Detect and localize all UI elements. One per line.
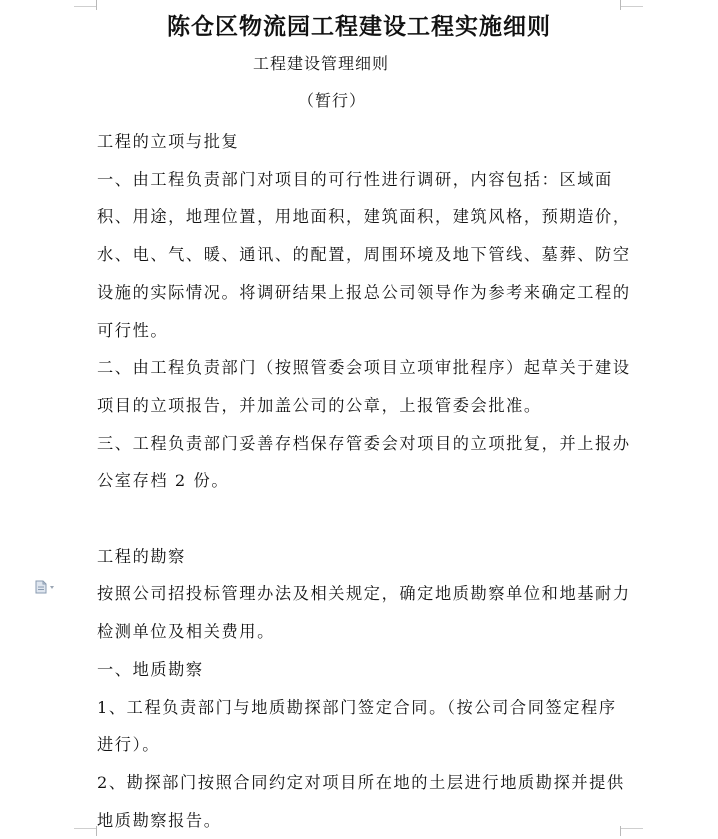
blank-line <box>97 500 631 538</box>
crop-line-bottom-left <box>74 828 96 829</box>
document-title: 陈仓区物流园工程建设工程实施细则 <box>167 13 551 40</box>
crop-line-top-right <box>621 6 643 7</box>
section-heading-approval: 工程的立项与批复 <box>97 132 240 151</box>
crop-line-top-left <box>74 6 96 7</box>
subsection-heading: 一、地质勘察 <box>97 659 204 679</box>
paragraph: 2、勘探部门按照合同约定对项目所在地的土层进行地质勘探并提供地质勘察报告。 <box>97 772 625 830</box>
paragraph: 一、由工程负责部门对项目的可行性进行调研，内容包括：区域面积、用途，地理位置，用地面积，建筑面积，建筑风格，预期造价，水、电、气、暖、通讯、的配置，周围环境及地下管线、墓葬、防空设施的实际情况。将调研结果上报总公司领导作为参考来确定工程的可行性。 <box>97 169 631 340</box>
paragraph: 1、工程负责部门与地质勘探部门签定合同。（按公司合同签定程序进行）。 <box>97 697 617 755</box>
document-subtitle: 工程建设管理细则 <box>253 54 390 73</box>
document-body <box>97 123 631 839</box>
document-icon[interactable] <box>34 579 56 593</box>
paragraph: 二、由工程负责部门（按照管委会项目立项审批程序）起草关于建设项目的立项报告，并加盖公司的公章，上报管委会批准。 <box>97 358 631 415</box>
interim-label: （暂行） <box>298 91 367 110</box>
paragraph: 三、工程负责部门妥善存档保存管委会对项目的立项批复，并上报办公室存档 2 份。 <box>97 433 631 491</box>
section-heading-survey: 工程的勘察 <box>97 546 186 566</box>
paragraph: 按照公司招投标管理办法及相关规定，确定地质勘察单位和地基耐力检测单位及相关费用。 <box>97 584 631 642</box>
